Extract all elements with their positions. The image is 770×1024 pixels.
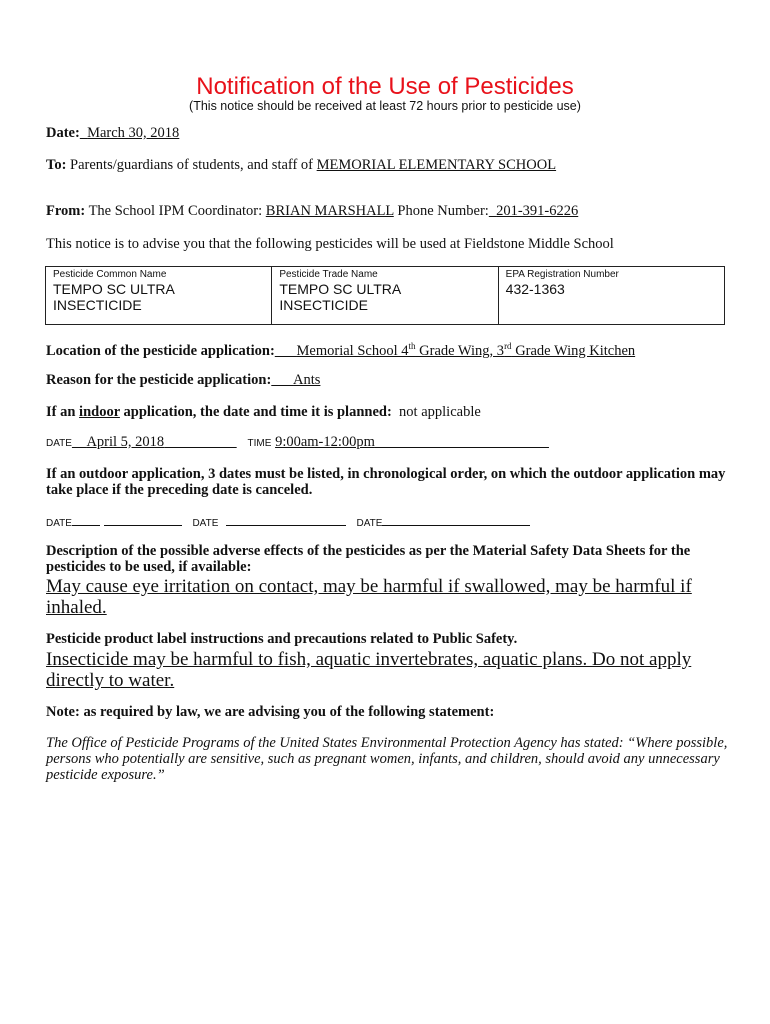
date-blank[interactable] [382,513,530,526]
date-field-label: DATE [192,518,219,529]
phone-value: 201-391-6226 [496,203,579,219]
from-text: The School IPM Coordinator: [88,203,263,219]
to-text: Parents/guardians of students, and staff of [70,157,314,173]
coordinator-name: BRIAN MARSHALL [265,203,394,219]
location-sup: th [408,341,416,351]
epa-statement: The Office of Pesticide Programs of the United States Environmental Protection Agency has stated: “Where possible, persons who potentially are sensitive, such as pregnant women, infants, and children, should avoid any unnecessary pesticide exposure.” [46,735,728,783]
from-line [46,203,578,220]
indoor-prefix: If an [46,404,80,420]
indoor-time-value: 9:00am-12:00pm [275,434,375,450]
column-header: Pesticide Common Name [53,269,167,280]
page-title: Notification of the Use of Pesticides [196,73,574,100]
location-value: Memorial School 4 [296,342,409,359]
date-blank[interactable] [104,513,182,526]
adverse-label: Description of the possible adverse effects of the pesticides as per the Material Safety Data Sheets for the pesticides to be used, if available: [46,543,691,575]
reason-line [46,372,320,389]
indoor-date-value: April 5, 2018 [86,434,165,450]
indoor-value: not applicable [399,404,481,420]
indoor-date-line [46,434,549,451]
pesticide-table [45,266,725,325]
reason-label: Reason for the pesticide application: [46,372,272,388]
date-blank[interactable] [226,513,346,526]
location-value: Grade Wing, 3 [415,342,505,359]
trade-name-value: TEMPO SC ULTRA INSECTICIDE [279,281,401,313]
to-line [46,157,556,174]
location-value: Grade Wing Kitchen [511,342,636,359]
column-header: Pesticide Trade Name [279,269,378,280]
school-name: MEMORIAL ELEMENTARY SCHOOL [316,157,557,173]
outdoor-text: If an outdoor application, 3 dates must be listed, in chronological order, on which the outdoor application may take place if the preceding date is canceled. [46,466,726,498]
date-field-label: DATE [356,518,383,529]
date-field-label: DATE [46,518,72,529]
outdoor-dates-line [46,513,530,531]
table-cell [272,267,498,325]
column-header: EPA Registration Number [505,269,619,280]
page-subtitle: (This notice should be received at least 72 hours prior to pesticide use) [189,99,581,113]
table-cell [46,267,272,325]
table-row [46,267,725,325]
time-field-label: TIME [247,438,272,449]
date-line [46,125,179,142]
date-field-label: DATE [46,438,72,449]
date-label: Date: [46,125,80,141]
notice-text: This notice is to advise you that the following pesticides will be used at Fieldstone Middle School [46,236,614,252]
location-line [46,341,635,360]
reason-value: Ants [293,372,321,388]
location-sup: rd [504,341,512,351]
phone-label: Phone Number: [397,203,489,219]
from-label: From: [46,203,86,219]
common-name-value: TEMPO SC ULTRA INSECTICIDE [53,281,175,313]
adverse-value: May cause eye irritation on contact, may be harmful if swallowed, may be harmful if inhaled. [46,576,692,618]
label-instructions-label: Pesticide product label instructions and precautions related to Public Safety. [46,631,518,647]
date-value: March 30, 2018 [87,125,180,141]
epa-number-value: 432-1363 [505,281,565,297]
table-cell [498,267,724,325]
indoor-suffix: application, the date and time it is planned: [119,404,392,420]
date-blank[interactable] [72,513,100,526]
to-label: To: [46,157,67,173]
indoor-word: indoor [79,404,120,420]
indoor-line [46,404,481,421]
label-instructions-value: Insecticide may be harmful to fish, aquatic invertebrates, aquatic plans. Do not apply directly to water. [46,649,692,691]
legal-note: Note: as required by law, we are advising you of the following statement: [46,704,495,720]
location-label: Location of the pesticide application: [46,342,275,359]
